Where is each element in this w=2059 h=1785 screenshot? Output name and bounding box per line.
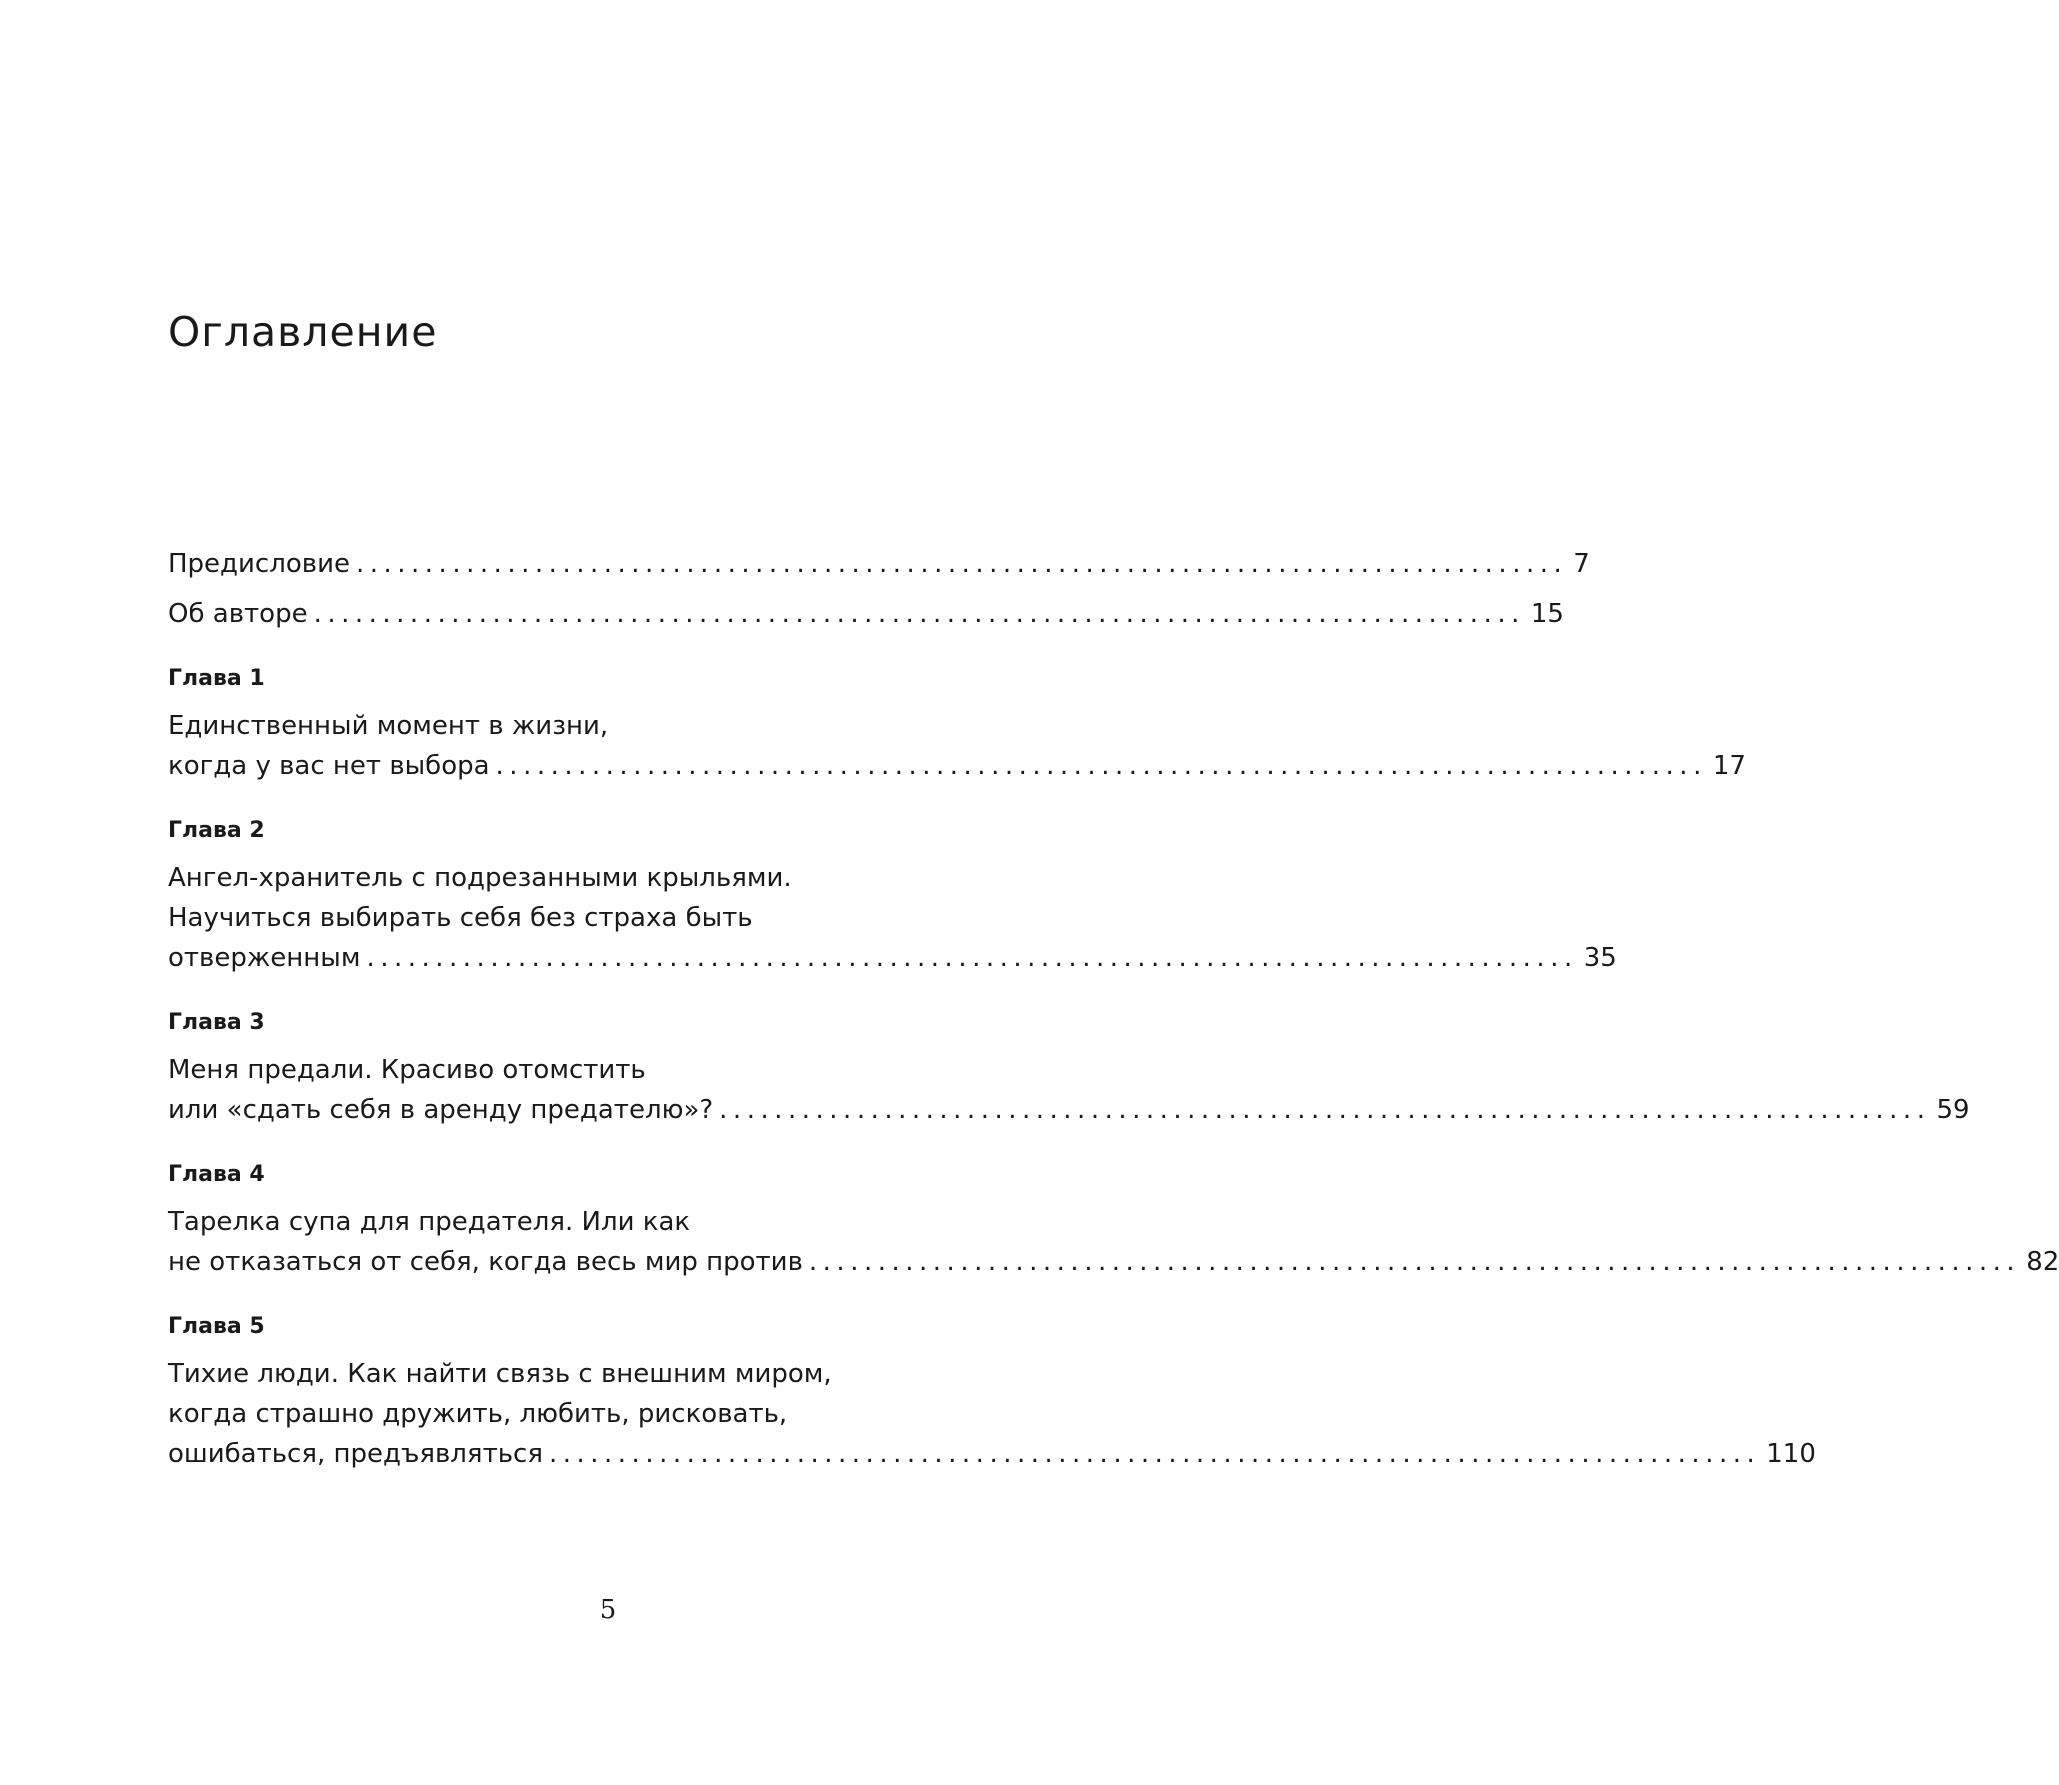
toc-entry-line: Меня предали. Красиво отомстить: [168, 1055, 646, 1085]
toc-entry-line: Единственный момент в жизни,: [168, 711, 609, 741]
toc-entry-title: Об авторе: [168, 599, 308, 629]
toc-entry-page: 17: [1712, 751, 1746, 781]
toc-entry-chapter-4: [168, 1202, 2059, 1282]
dot-leader: ........................................................................................: [495, 751, 1707, 781]
toc-entry-chapter-3: [168, 1050, 1970, 1130]
chapter-label: Глава 2: [168, 818, 265, 843]
chapter-label: Глава 5: [168, 1314, 265, 1339]
toc-entry-line: Научиться выбирать себя без страха быть: [168, 903, 753, 933]
chapter-label: Глава 4: [168, 1162, 265, 1187]
chapter-label: Глава 1: [168, 666, 265, 691]
toc-entry-chapter-5: [168, 1354, 1816, 1474]
toc-entry-page: 110: [1766, 1439, 1816, 1469]
toc-entry-page: 15: [1530, 599, 1564, 629]
table-of-contents: [168, 544, 2059, 1486]
toc-entry-about-author: [168, 594, 1564, 634]
toc-entry-line: не отказаться от себя, когда весь мир против: [168, 1247, 803, 1277]
toc-entry-preface: [168, 544, 1590, 584]
toc-entry-line: отверженным: [168, 943, 361, 973]
toc-entry-line: или «сдать себя в аренду предателю»?: [168, 1095, 714, 1125]
toc-entry-line: ошибаться, предъявляться: [168, 1439, 543, 1469]
toc-entry-line: когда страшно дружить, любить, рисковать,: [168, 1399, 788, 1429]
toc-entry-line: Тихие люди. Как найти связь с внешним миром,: [168, 1359, 832, 1389]
dot-leader: ........................................................................................: [808, 1247, 2021, 1277]
toc-entry-title: Предисловие: [168, 549, 350, 579]
toc-entry-line: Тарелка супа для предателя. Или как: [168, 1207, 691, 1237]
dot-leader: ........................................................................................: [548, 1439, 1761, 1469]
toc-entry-page: 82: [2026, 1247, 2059, 1277]
toc-entry-page: 35: [1583, 943, 1617, 973]
dot-leader: ........................................................................................: [313, 599, 1525, 629]
dot-leader: ........................................................................................: [355, 549, 1568, 579]
toc-entry-page: 59: [1936, 1095, 1970, 1125]
page-number: 5: [599, 1595, 617, 1625]
toc-entry-page: 7: [1573, 549, 1590, 579]
toc-entry-line: когда у вас нет выбора: [168, 751, 490, 781]
dot-leader: ........................................................................................: [719, 1095, 1931, 1125]
dot-leader: ........................................................................................: [366, 943, 1578, 973]
page-title: Оглавление: [168, 308, 438, 356]
chapter-label: Глава 3: [168, 1010, 265, 1035]
toc-entry-chapter-1: [168, 706, 1746, 786]
toc-entry-chapter-2: [168, 858, 1617, 978]
toc-entry-line: Ангел-хранитель с подрезанными крыльями.: [168, 863, 792, 893]
